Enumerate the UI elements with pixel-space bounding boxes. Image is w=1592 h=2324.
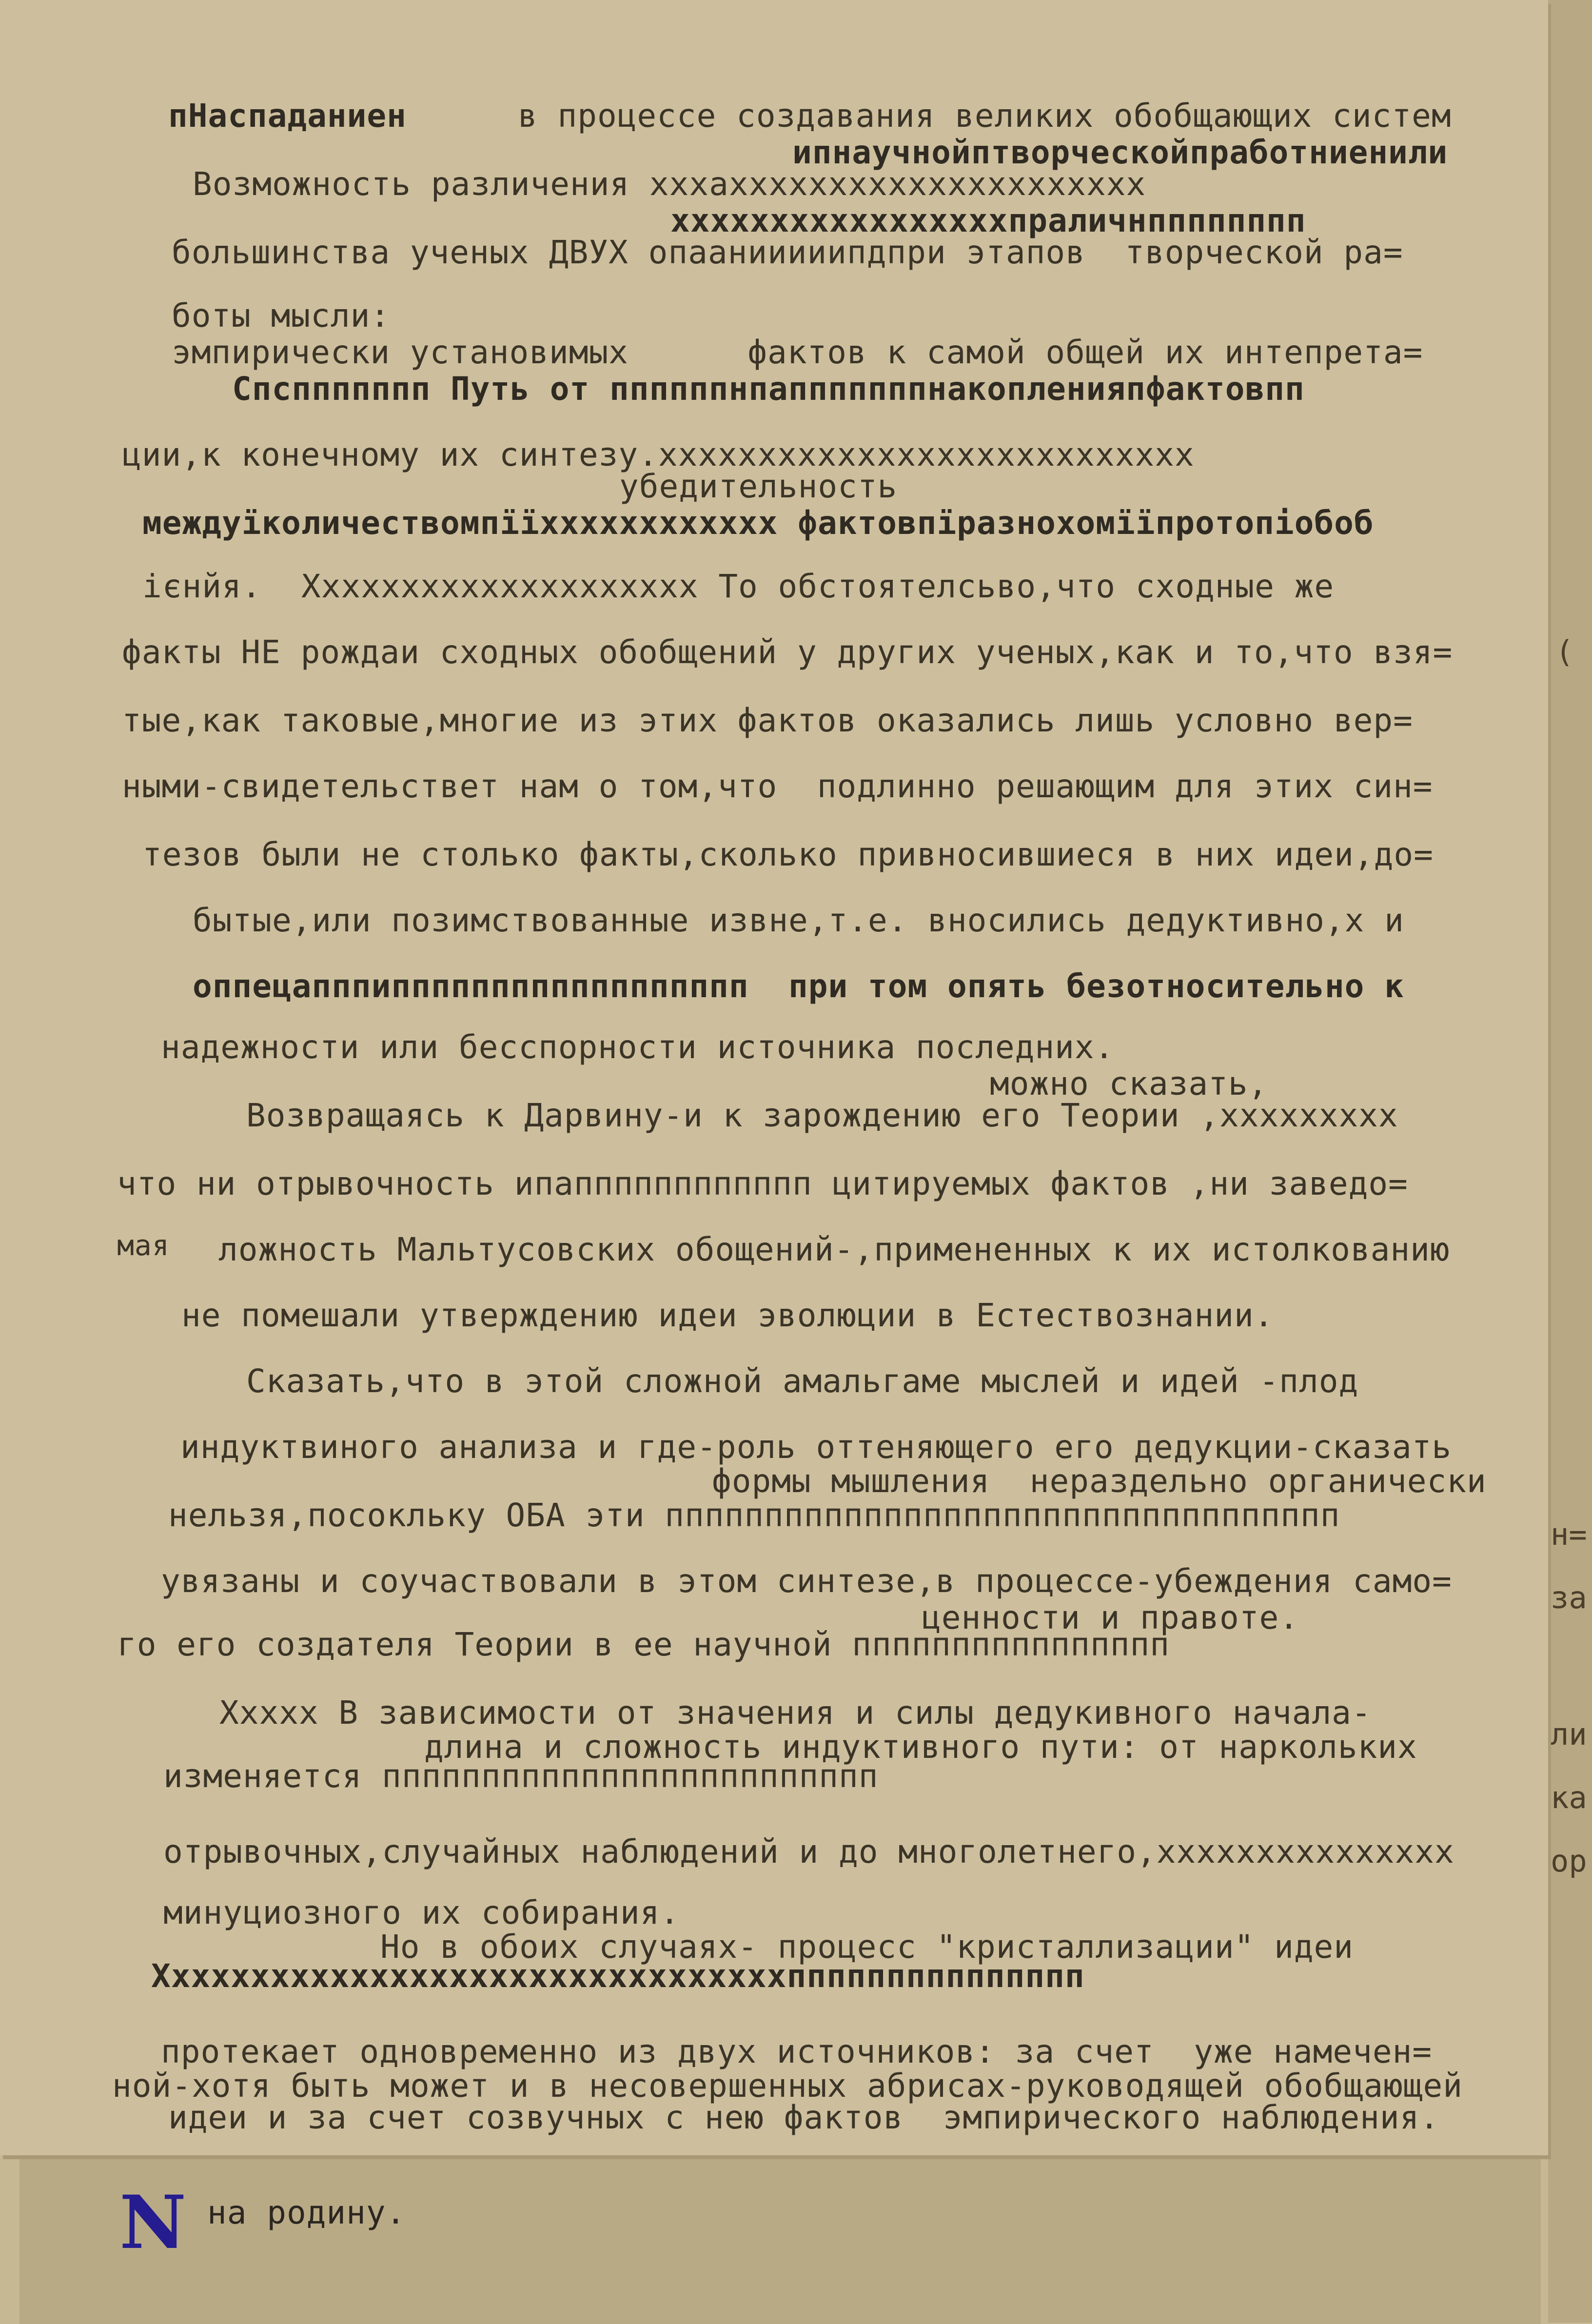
text-line: боты мысли: xyxy=(172,297,391,335)
text-line: длина и сложность индуктивного пути: от наркольких xyxy=(424,1728,1417,1766)
text-line: можно сказать, xyxy=(990,1065,1268,1103)
struck-line: Ххххххххххххххххххххххххххххххххппппппппппппппп xyxy=(151,1957,1085,1995)
text-line: Но в обоих случаях- процесс "кристаллизации" идеи xyxy=(380,1928,1354,1966)
text-line: Возвращаясь к Дарвину-и к зарождению его Теории ,ххххххххх xyxy=(246,1097,1398,1134)
text-line: ции,к конечному их синтезу.ххххххххххххххххххххххххххх xyxy=(122,436,1195,473)
right-edge-strip xyxy=(1548,0,1592,2323)
archive-stamp-mark: Ν xyxy=(119,2180,187,2265)
struck-word: пНаспаданиен xyxy=(168,97,407,135)
text-line: бытые,или позимствованные извне,т.е. вносились дедуктивно,х и xyxy=(193,902,1404,939)
struck-line: хххххххххххххххххпраличнпппппппп xyxy=(670,202,1306,239)
text-line: что ни отрывочность ипапппппппппппп цитируемых фактов ,ни заведо= xyxy=(117,1165,1408,1202)
text-line: ієнйя. Хххххххххххххххххххх То обстоятелсьво,что сходные же xyxy=(142,568,1335,605)
text-line: протекает одновременно из двух источников: за счет уже намечен= xyxy=(161,2033,1433,2070)
text-line: минуциозного их собирания. xyxy=(163,1894,680,1931)
text-line: убедительность xyxy=(619,468,898,505)
text-line: формы мышления нераздельно органически xyxy=(712,1462,1487,1500)
text-line: увязаны и соучаствовали в этом синтезе,в процессе-убеждения само= xyxy=(161,1562,1452,1600)
struck-line: Спсппппппп Путь от ппппппнпапппппппнакопленияпфактовпп xyxy=(232,370,1305,408)
text-line: тезов были не столько факты,сколько привносившиеся в них идеи,до= xyxy=(142,836,1434,873)
text-line: мая xyxy=(117,1229,170,1262)
text-line: нельзя,посокльку ОБА эти пппппппппппппппппппппппппппппппппп xyxy=(168,1497,1340,1534)
text-line: отрывочных,случайных наблюдений и до многолетнего,ххххххххххххххх xyxy=(163,1833,1454,1871)
text-line: ной-хотя быть может и в несовершенных абрисах-руководящей обобщающей xyxy=(112,2067,1463,2105)
text-line: факты НЕ рождаи сходных обобщений у других ученых,как и то,что взя= xyxy=(122,633,1453,671)
struck-line: междуїколичествомпїїхххххххххххх фактовпїразнохомїїпротопіобоб xyxy=(142,504,1374,542)
text-line: Возможность различения хххаххххххххххххххххххххх xyxy=(193,165,1146,203)
text-line: изменяется ппппппппппппппппппппппппп xyxy=(163,1757,879,1795)
text-line: Сказать,что в этой сложной амальгаме мыслей и идей -плод xyxy=(246,1362,1359,1400)
edge-mark: н= xyxy=(1551,1517,1587,1552)
struck-line: оппецапппипппппппппппппппппп при том опять безотносительно к xyxy=(193,967,1404,1005)
text-line: не помешали утверждению идеи эволюции в Естествознании. xyxy=(181,1297,1274,1334)
text-line: идеи и за счет созвучных с нею фактов эмпирического наблюдения. xyxy=(168,2099,1440,2136)
text-line: эмпирически установимых фактов к самой общей их интепрета= xyxy=(172,334,1423,371)
edge-mark: ор xyxy=(1551,1843,1587,1879)
edge-mark: ли xyxy=(1551,1716,1587,1752)
edge-mark: ( xyxy=(1555,634,1574,670)
text-line: ложность Мальтусовских обощений-,примененных к их истолкованию xyxy=(218,1231,1450,1268)
text-line: надежности или бесспорности источника последних. xyxy=(161,1028,1115,1066)
struck-line: ипнаучнойптворческойпработниенили xyxy=(792,134,1448,171)
text-line: ными-свидетельствет нам о том,что подлинно решающим для этих син= xyxy=(122,768,1433,805)
edge-mark: ка xyxy=(1551,1780,1587,1815)
text-line: большинства ученых ДВУХ опаанииииипдпри этапов творческой ра= xyxy=(172,234,1403,271)
underlying-page-text: на родину. xyxy=(207,2194,406,2231)
text-line: го его создателя Теории в ее научной пппппппппппппппп xyxy=(117,1626,1170,1663)
text-line: Ххххх В зависимости от значения и силы дедукивного начала- xyxy=(219,1694,1372,1732)
text-line: тые,как таковые,многие из этих фактов оказались лишь условно вер= xyxy=(122,702,1413,739)
edge-mark: за xyxy=(1551,1580,1587,1615)
text-line: индуктвиного анализа и где-роль оттеняющего его дедукции-сказать xyxy=(180,1428,1452,1466)
text-line: ценности и правоте. xyxy=(922,1599,1299,1636)
text-line: в процессе создавания великих обобщающих систем xyxy=(518,97,1452,135)
